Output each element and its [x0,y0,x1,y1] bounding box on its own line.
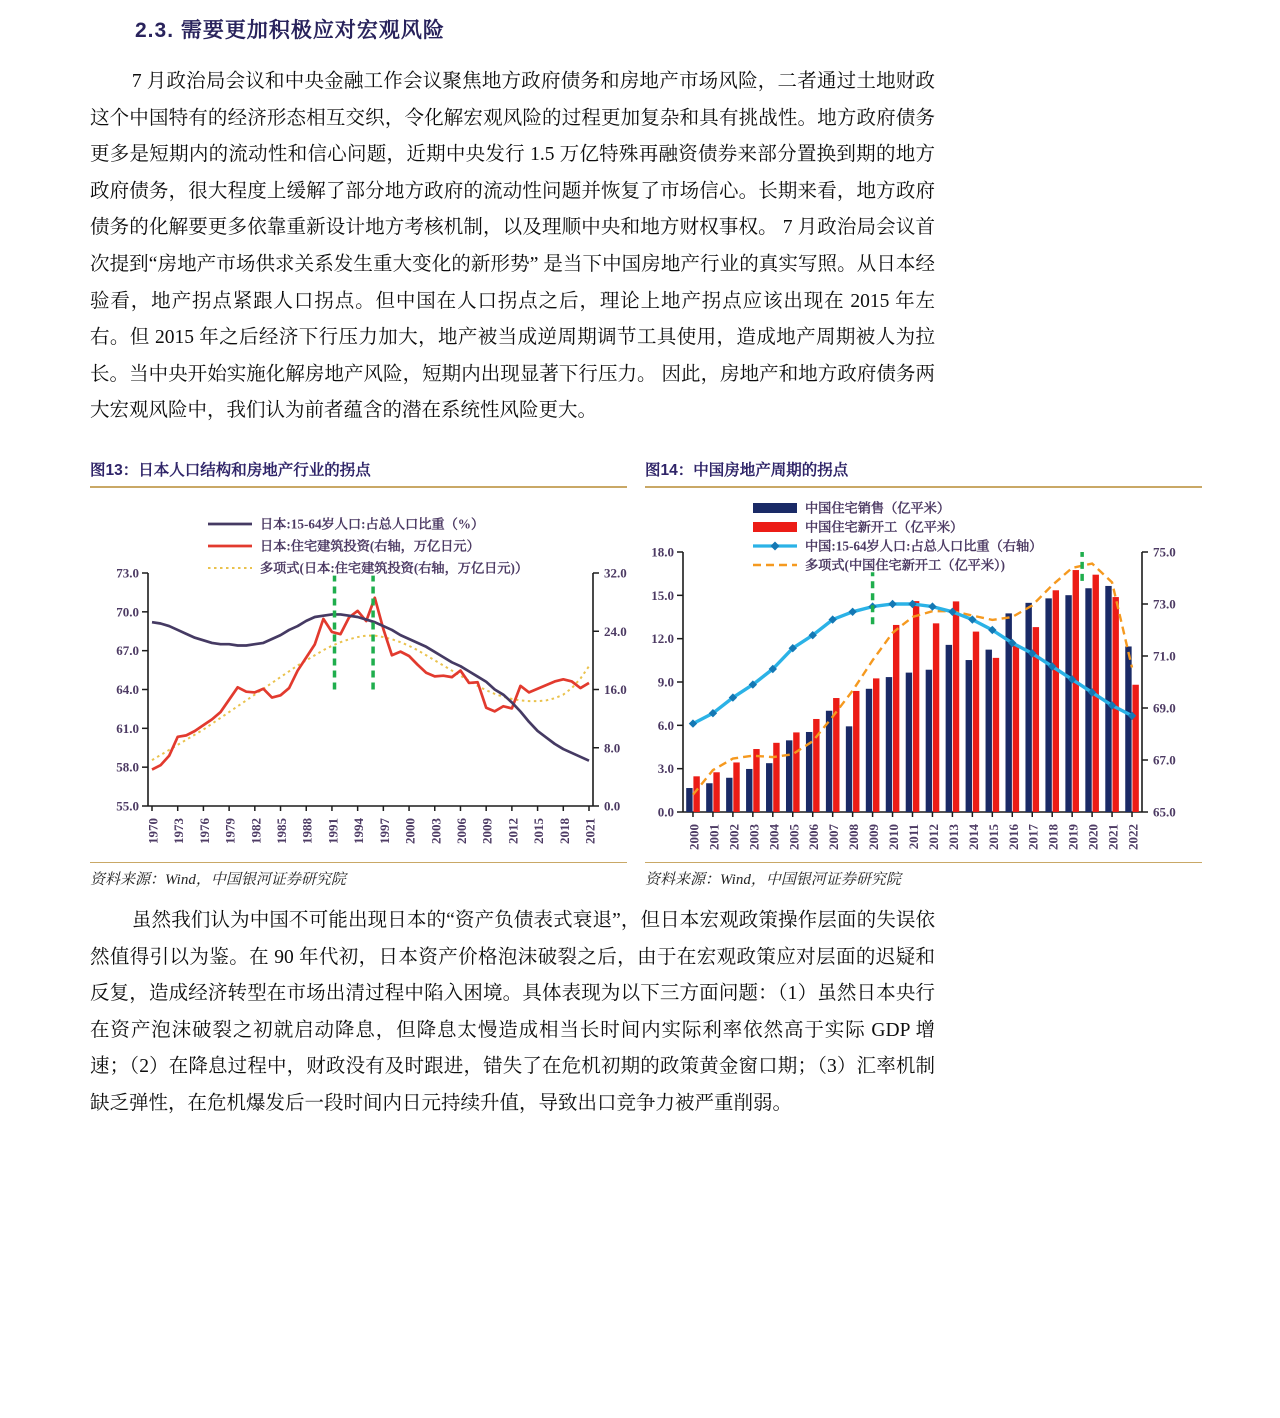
svg-text:2018: 2018 [1045,824,1061,850]
bar-new-starts [733,762,739,812]
figure-13-title: 图13：日本人口结构和房地产行业的拐点 [90,456,627,488]
svg-text:65.0: 65.0 [1153,804,1176,820]
svg-text:16.0: 16.0 [604,682,627,697]
svg-text:2013: 2013 [945,824,961,850]
bar-new-starts [933,623,939,812]
svg-text:18.0: 18.0 [651,544,674,560]
bar-new-starts [793,732,799,812]
svg-text:2019: 2019 [1065,824,1081,850]
japan-population-housing-chart [90,488,627,860]
svg-text:2003: 2003 [428,818,444,844]
svg-text:8.0: 8.0 [604,740,621,756]
svg-text:2018: 2018 [556,818,572,844]
svg-text:中国:15-64岁人口:占总人口比重（右轴）: 中国:15-64岁人口:占总人口比重（右轴） [805,538,1043,554]
bar-sales [826,711,832,812]
svg-text:2020: 2020 [1085,824,1101,850]
bar-new-starts [773,743,779,812]
svg-text:中国住宅新开工（亿平米）: 中国住宅新开工（亿平米） [805,519,964,535]
svg-text:1988: 1988 [299,818,315,844]
figure-13-chart-area [90,488,627,862]
svg-text:2009: 2009 [479,818,495,844]
bar-new-starts [713,772,719,812]
figure-13-source-note: 资料来源：Wind，中国银河证券研究院 [90,862,627,889]
bar-sales [926,670,932,812]
svg-text:55.0: 55.0 [116,798,139,814]
svg-text:2012: 2012 [505,818,521,844]
figure-14-china [645,456,1202,889]
svg-text:1985: 1985 [274,818,290,844]
svg-text:2017: 2017 [1025,824,1041,850]
svg-text:58.0: 58.0 [116,759,139,775]
svg-text:1991: 1991 [325,818,341,844]
svg-text:15.0: 15.0 [651,587,674,603]
svg-text:69.0: 69.0 [1153,700,1176,716]
figure-14-source-note: 资料来源：Wind，中国银河证券研究院 [645,862,1202,889]
svg-text:中国住宅销售（亿平米）: 中国住宅销售（亿平米） [805,500,951,516]
figure-14-chart-area [645,488,1202,862]
svg-text:9.0: 9.0 [657,674,674,690]
bar-sales [1105,586,1111,812]
bar-new-starts [1073,570,1079,812]
svg-text:2021: 2021 [582,818,598,844]
svg-text:1982: 1982 [248,818,264,844]
svg-text:2015: 2015 [985,824,1001,850]
svg-text:2021: 2021 [1105,824,1121,850]
svg-text:2014: 2014 [965,824,981,850]
svg-text:2015: 2015 [531,818,547,844]
svg-text:24.0: 24.0 [604,623,627,639]
bar-sales [1065,595,1071,812]
svg-text:73.0: 73.0 [1153,596,1176,612]
svg-text:67.0: 67.0 [1153,752,1176,768]
legend-item [753,557,1005,573]
svg-text:2005: 2005 [786,824,802,850]
svg-text:2003: 2003 [746,824,762,850]
svg-text:多项式(日本:住宅建筑投资(右轴，万亿日元)）: 多项式(日本:住宅建筑投资(右轴，万亿日元)） [260,560,529,576]
svg-text:1976: 1976 [196,818,212,844]
series-japan-invest [152,598,589,770]
bar-sales [1045,598,1051,812]
china-housing-cycle-chart [645,488,1202,860]
svg-text:64.0: 64.0 [116,682,139,697]
svg-text:67.0: 67.0 [116,643,139,659]
svg-text:3.0: 3.0 [657,761,674,777]
svg-text:2022: 2022 [1125,824,1141,850]
bar-sales [886,677,892,812]
svg-text:2002: 2002 [726,824,742,850]
bar-new-starts [1013,645,1019,812]
svg-text:2001: 2001 [706,824,722,850]
bar-new-starts [953,601,959,812]
legend-item [753,500,950,516]
svg-text:2004: 2004 [766,824,782,850]
bar-sales [746,769,752,812]
svg-text:2007: 2007 [826,824,842,850]
svg-text:75.0: 75.0 [1153,544,1176,560]
svg-text:61.0: 61.0 [116,720,139,736]
bar-new-starts [893,625,899,812]
svg-text:1973: 1973 [171,818,187,844]
bar-sales [686,788,692,812]
bar-sales [1025,603,1031,812]
svg-text:1994: 1994 [351,818,367,844]
svg-text:2012: 2012 [925,824,941,850]
paragraph-japan-lessons: 虽然我们认为中国不可能出现日本的“资产负债表式衰退”，但日本宏观政策操作层面的失误依然值得引以为鉴。在 90 年代初，日本资产价格泡沫破裂之后，由于在宏观政策应对层面的迟疑和反复，造成经济转型在市场出清过程中陷入困境。具体表现为以下三方面问题：（1）虽然日本央行在资产泡沫破裂之初就启动降息，但降息太慢造成相当长时间内实际利率依然高于实际 GDP 增速；（2）在降息过程中，财政没有及时跟进，错失了在危机初期的政策黄金窗口期；（3）汇率机制缺乏弹性，在危机爆发后一段时间内日元持续升值，导致出口竞争力被严重削弱。 [90,910,935,1114]
legend-item [208,560,528,577]
svg-text:6.0: 6.0 [657,717,674,733]
bar-sales [1125,646,1131,812]
bar-new-starts [913,601,919,812]
bar-new-starts [753,749,759,812]
svg-text:1970: 1970 [145,818,161,844]
bar-sales [906,673,912,812]
svg-text:73.0: 73.0 [116,565,139,581]
bar-sales [706,783,712,812]
bar-sales [1085,588,1091,812]
svg-text:2011: 2011 [906,824,921,850]
bar-sales [766,763,772,812]
svg-text:2006: 2006 [806,824,822,850]
section-heading: 2.3. 需要更加积极应对宏观风险 [135,19,445,42]
svg-text:1979: 1979 [222,818,238,844]
svg-text:多项式(中国住宅新开工（亿平米）): 多项式(中国住宅新开工（亿平米）) [805,557,1005,573]
svg-text:2008: 2008 [846,824,862,850]
svg-text:2000: 2000 [402,818,418,844]
bar-new-starts [973,632,979,812]
paragraph-macro-risk: 7 月政治局会议和中央金融工作会议聚焦地方政府债务和房地产市场风险，二者通过土地财政这个中国特有的经济形态相互交织，令化解宏观风险的过程更加复杂和具有挑战性。地方政府债务更多是短期内的流动性和信心问题，近期中央发行 1.5 万亿特殊再融资债券来部分置换到期的地方政府债务，很大程度上缓解了部分地方政府的流动性问题并恢复了市场信心。长期来看，地方政府债务的化解要更多依靠重新设计地方考核机制，以及理顺中央和地方财权事权。 7 月政治局会议首次提到“房地产市场供求关系发生重大变化的新形势” 是当下中国房地产行业的真实写照。从日本经验看，地产拐点紧跟人口拐点。但中国在人口拐点之后，理论上地产拐点应该出现在 2015 年左右。但 2015 年之后经济下行压力加大，地产被当成逆周期调节工具使用，造成地产周期被人为拉长。当中央开始实施化解房地产风险，短期内出现显著下行压力。 因此，房地产和地方政府债务两大宏观风险中，我们认为前者蕴含的潜在系统性风险更大。 [90,71,935,422]
bar-sales [866,689,872,812]
bar-sales [946,645,952,812]
bar-new-starts [853,691,859,812]
bar-sales [786,740,792,812]
bar-sales [986,650,992,812]
legend-item [753,519,963,535]
legend-item [753,538,1042,554]
bar-sales [846,726,852,812]
svg-text:2006: 2006 [453,818,469,844]
bar-new-starts [993,658,999,812]
figure-13-japan [90,456,627,889]
legend-item [208,516,484,532]
bar-new-starts [873,678,879,812]
svg-text:日本:15-64岁人口:占总人口比重（%）: 日本:15-64岁人口:占总人口比重（%） [260,516,485,532]
svg-text:1997: 1997 [376,818,392,844]
bar-new-starts [1053,590,1059,812]
bar-sales [966,660,972,812]
figure-14-title: 图14：中国房地产周期的拐点 [645,456,1202,488]
svg-text:2016: 2016 [1005,824,1021,850]
svg-text:12.0: 12.0 [651,631,674,647]
bar-sales [726,778,732,812]
svg-text:2000: 2000 [686,824,702,850]
svg-text:2010: 2010 [886,824,902,850]
svg-text:2009: 2009 [866,824,882,850]
svg-text:日本:住宅建筑投资(右轴，万亿日元）: 日本:住宅建筑投资(右轴，万亿日元） [260,538,480,554]
bar-new-starts [1132,685,1138,812]
svg-text:0.0: 0.0 [657,804,674,820]
svg-text:32.0: 32.0 [604,565,627,581]
svg-text:70.0: 70.0 [116,604,139,620]
legend-item [208,538,480,555]
svg-text:71.0: 71.0 [1153,648,1176,664]
series-japan-poly [152,636,589,761]
svg-text:0.0: 0.0 [604,798,621,814]
